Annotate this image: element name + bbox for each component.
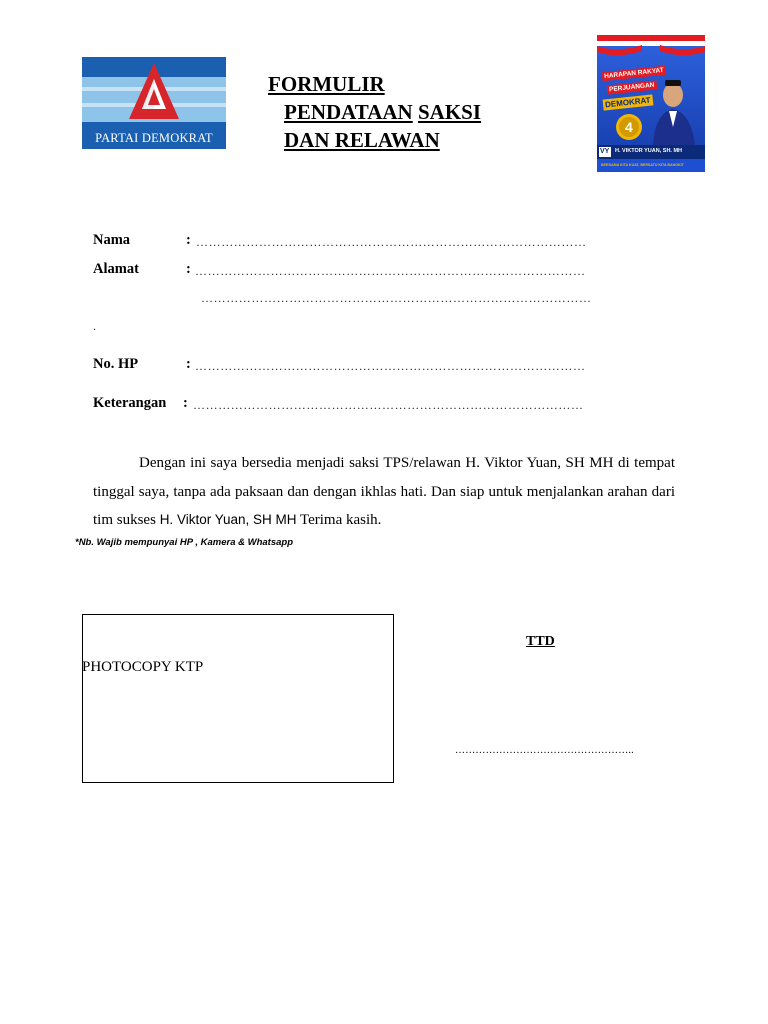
colon-nama: : (186, 232, 191, 248)
label-alamat: Alamat (93, 261, 139, 277)
label-nama: Nama (93, 232, 131, 248)
ttd-label: TTD (526, 634, 555, 649)
title-dan-relawan: DAN RELAWAN (284, 128, 440, 152)
field-no-hp-line[interactable]: ………………………………………………………………………………… (195, 359, 586, 373)
signature-line[interactable]: …………………………………………….. (455, 745, 634, 756)
requirement-note: *Nb. Wajib mempunyai HP , Kamera & Whatsapp (75, 537, 294, 548)
colon-keterangan: : (183, 395, 188, 411)
colon-alamat: : (186, 261, 191, 277)
poster-tagline: BERSAMA KITA KUAT, BERSATU KITA BANGKIT (601, 163, 684, 167)
poster-number: 4 (625, 119, 633, 135)
statement-paragraph (93, 449, 675, 535)
partai-demokrat-logo (82, 57, 226, 149)
statement-name: H. Viktor Yuan, SH MH (159, 512, 297, 527)
ktp-photocopy-box (82, 614, 394, 783)
field-keterangan-line[interactable]: ………………………………………………………………………………… (193, 398, 584, 412)
field-nama-line[interactable]: ………………………………………………………………………………… (196, 235, 587, 249)
label-keterangan: Keterangan (93, 395, 167, 411)
title-formulir: FORMULIR (268, 72, 385, 96)
poster-badge: VY (600, 148, 610, 155)
title-pendataan: PENDATAAN (284, 100, 413, 124)
ktp-label: PHOTOCOPY KTP (82, 659, 204, 675)
campaign-poster (597, 35, 705, 172)
statement-text-1: Dengan ini saya bersedia menjadi saksi TPS/relawan H. Viktor Yuan, SH MH di tempat tinggal saya, tanpa ada paksaan dan dengan ikhlas hati. Dan siap untuk menjalankan arahan dari tim sukses (93, 455, 675, 528)
poster-name: H. VIKTOR YUAN, SH. MH (615, 148, 683, 154)
poster-brand-text: DEMOKRAT (603, 94, 654, 110)
field-alamat-line[interactable]: ………………………………………………………………………………… (195, 264, 586, 278)
poster-top-text: HARAPAN RAKYAT (602, 66, 666, 82)
title-line-2 (284, 102, 481, 123)
stray-dot: . (93, 319, 97, 333)
poster-mid-text: PERJUANGAN (607, 80, 657, 94)
title-line-1 (268, 74, 385, 95)
title-saksi: SAKSI (417, 100, 481, 124)
field-alamat-line-2[interactable]: ………………………………………………………………………………… (201, 291, 592, 305)
statement-text-2: Terima kasih. (299, 512, 382, 528)
colon-no-hp: : (186, 356, 191, 372)
logo-text: PARTAI DEMOKRAT (95, 131, 213, 145)
label-no-hp: No. HP (93, 356, 139, 372)
title-line-3 (284, 130, 440, 151)
